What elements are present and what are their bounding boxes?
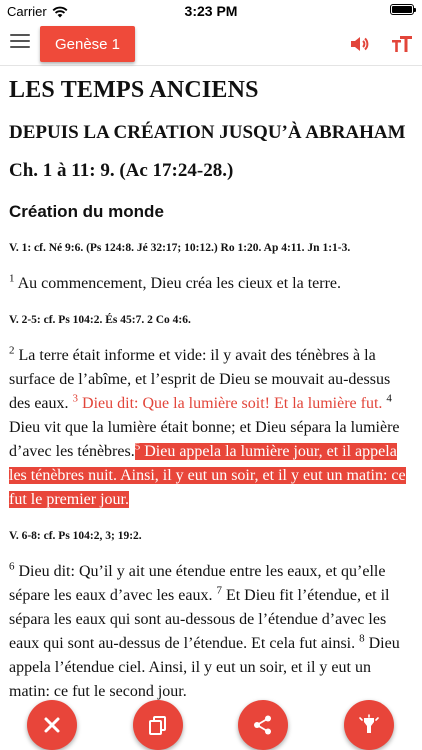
close-icon — [43, 716, 61, 734]
verse-number: 5 — [134, 440, 141, 453]
battery-icon — [390, 4, 414, 15]
status-time: 3:23 PM — [184, 3, 238, 19]
share-icon — [252, 714, 274, 736]
hamburger-menu-icon[interactable] — [10, 34, 30, 52]
verse-text: Dieu appela la lumière jour, et il appela les ténèbres nuit. Ainsi, il y eut un soir, et il y eut un matin: ce fut le premier jour. — [9, 443, 406, 508]
verse-number: 6 — [9, 560, 15, 573]
verse-number: 4 — [386, 392, 392, 405]
close-selection-button[interactable] — [27, 700, 77, 750]
copy-icon — [147, 714, 169, 736]
chapter-range: Ch. 1 à 11: 9. (Ac 17:24-28.) — [9, 160, 234, 181]
verse-text[interactable]: Et Dieu fit l’étendue, et il sépara les eaux qui sont au-dessous de l’étendue d’avec les eaux qui sont au-dessus de l’étendue. Et cela fut ainsi. — [9, 587, 390, 652]
verse-number: 3 — [72, 392, 79, 405]
verse-number: 7 — [216, 584, 222, 597]
verse-text: Dieu dit: Que la lumière soit! Et la lumière fut. — [82, 395, 383, 412]
speaker-icon[interactable] — [348, 32, 372, 56]
copy-button[interactable] — [133, 700, 183, 750]
verse-number: 1 — [9, 272, 15, 285]
status-right — [390, 4, 414, 15]
verse-text[interactable]: Dieu vit que la lumière était bonne; et Dieu sépara la lumière d’avec les ténèbres. — [9, 419, 400, 460]
verse-number: 2 — [9, 344, 15, 357]
section-title: Création du monde — [9, 202, 164, 221]
verse-paragraph — [9, 344, 413, 512]
text-size-icon[interactable] — [390, 32, 414, 56]
verse-text[interactable]: Au commencement, Dieu créa les cieux et la terre. — [17, 275, 342, 292]
verse-paragraph — [9, 560, 413, 704]
page-title: LES TEMPS ANCIENS — [9, 77, 259, 103]
cross-reference: V. 6-8: cf. Ps 104:2, 3; 19:2. — [9, 530, 142, 542]
verse-number: 8 — [359, 632, 365, 645]
highlight-button[interactable] — [344, 700, 394, 750]
top-toolbar — [0, 22, 422, 66]
selected-verse[interactable] — [72, 392, 383, 412]
verse-text[interactable]: La terre était informe et vide: il y avait des ténèbres à la surface de l’abîme, et l’esprit de Dieu se mouvait au-dessus des eaux. — [9, 347, 391, 412]
cross-reference: V. 2-5: cf. Ps 104:2. És 45:7. 2 Co 4:6. — [9, 314, 191, 326]
verse-text[interactable]: Dieu dit: Qu’il y ait une étendue entre les eaux, et qu’elle sépare les eaux d’avec les eaux. — [9, 563, 386, 604]
carrier-label: Carrier — [7, 4, 47, 19]
book-chapter-button[interactable]: Genèse 1 — [40, 26, 135, 62]
share-button[interactable] — [238, 700, 288, 750]
verse-text[interactable]: Dieu appela l’étendue ciel. Ainsi, il y eut un soir, et il y eut un matin: ce fut le second jour. — [9, 635, 400, 700]
verse-paragraph — [9, 272, 413, 296]
page-subtitle: DEPUIS LA CRÉATION JUSQU’À ABRAHAM — [9, 122, 406, 143]
reading-content — [0, 70, 422, 704]
highlighter-icon — [358, 714, 380, 736]
cross-reference: V. 1: cf. Né 9:6. (Ps 124:8. Jé 32:17; 10:12.) Ro 1:20. Ap 4:11. Jn 1:1-3. — [9, 242, 351, 254]
status-bar — [0, 0, 422, 22]
